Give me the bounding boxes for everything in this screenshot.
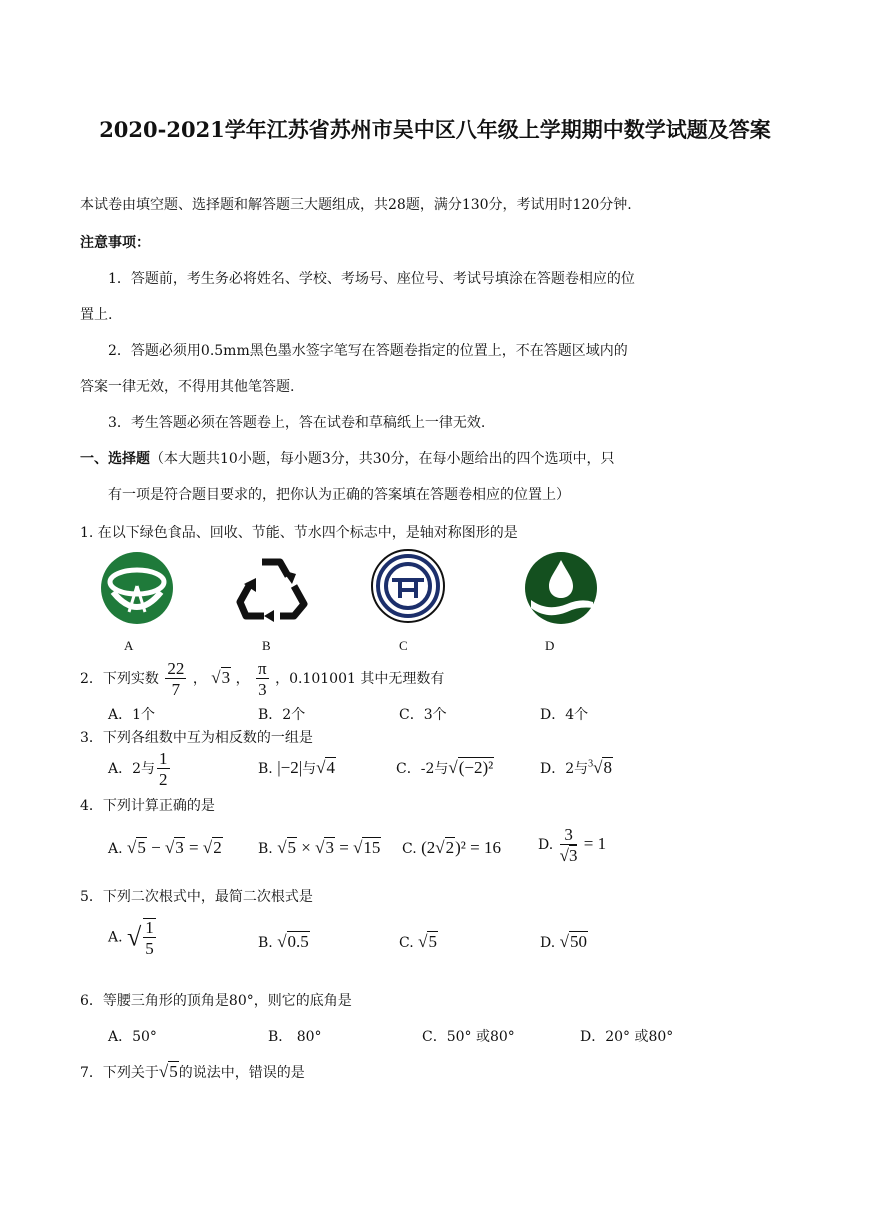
q4-option-c-label: C. xyxy=(402,841,417,857)
section-1-desc-cont: 有一项是符合题目要求的，把你认为正确的答案填在答题卷相应的位置上） xyxy=(108,487,570,503)
q4-a-root-5: √5 xyxy=(127,838,146,857)
green-food-icon xyxy=(99,550,175,626)
q2-root-3: √3 xyxy=(211,668,231,687)
q5-root-5: √5 xyxy=(418,932,437,951)
section-1-intro xyxy=(80,448,615,468)
q4-option-a-label: A. xyxy=(108,841,123,857)
q3-stem: 3．下列各组数中互为相反数的一组是 xyxy=(80,730,313,746)
q1-option-d-label: D xyxy=(545,638,555,653)
q3-root-4: √4 xyxy=(316,758,335,777)
notice-heading: 注意事项： xyxy=(80,235,150,251)
q4-c-pre: (2 xyxy=(421,838,436,857)
q4-b-root-15: √15 xyxy=(353,838,381,857)
intro-text: 本试卷由填空题、选择题和解答题三大题组成，共28题，满分130分，考试用时120分钟. xyxy=(80,197,632,213)
q4-b-root-5: √5 xyxy=(277,838,297,857)
section-1-heading: 一、选择题 xyxy=(80,451,150,467)
recycle-icon xyxy=(234,552,310,624)
q3-option-a-label: A．2与 xyxy=(108,761,156,777)
q4-a-root-2: √2 xyxy=(202,838,222,857)
q5-root-50: √50 xyxy=(559,932,587,951)
q1-option-c-label: C xyxy=(399,638,408,653)
q3-option-c xyxy=(396,758,494,778)
q4-option-b xyxy=(258,838,381,858)
q3-option-d-label: D．2与 xyxy=(540,761,589,777)
q4-a-root-3: √3 xyxy=(164,838,184,857)
q2-fraction-pi-3: $\frac{\pi}{3}$ xyxy=(258,659,267,699)
q2-fraction-22-7: $\frac{22}{7}$ xyxy=(167,659,185,699)
q5-option-a-label: A. xyxy=(108,929,123,946)
q4-a-eq: = xyxy=(184,838,203,857)
q3-option-b-label: B. xyxy=(258,761,273,777)
q4-stem: 4．下列计算正确的是 xyxy=(80,798,215,814)
q5-option-b xyxy=(258,932,310,952)
q2-stem xyxy=(80,660,444,698)
q4-option-a xyxy=(108,838,223,858)
q4-option-d xyxy=(538,826,606,864)
q1-option-b-label: B xyxy=(262,638,271,653)
q2-sep-1: ， xyxy=(192,671,207,687)
q5-option-d-label: D. xyxy=(540,935,556,951)
q7-root-5: √5 xyxy=(158,1062,178,1081)
q7-stem xyxy=(80,1062,305,1082)
q5-fraction-1-5: $\frac{1}{5}$ xyxy=(145,918,154,958)
q5-root-0-5: √0.5 xyxy=(277,932,309,951)
q5-option-d xyxy=(540,932,588,952)
q4-option-d-label: D. xyxy=(538,837,554,853)
q3-option-d xyxy=(540,758,613,778)
q6-option-b: B． 80° xyxy=(268,1029,322,1045)
q4-b-times: × xyxy=(297,838,316,857)
q4-b-eq: = xyxy=(334,838,354,857)
energy-saving-icon xyxy=(370,548,446,624)
q5-option-b-label: B. xyxy=(258,935,273,951)
q2-option-c: C．3个 xyxy=(399,707,447,723)
q3-cube-root-8: $^3$√8 xyxy=(588,758,612,777)
q3-fraction-1-2: $\frac{1}{2}$ xyxy=(159,749,168,789)
q3-option-b-mid: 与 xyxy=(302,761,317,777)
notice-item-2-cont: 答案一律无效，不得用其他笔答题. xyxy=(80,379,295,395)
q4-a-minus: − xyxy=(146,838,165,857)
q6-option-a: A．50° xyxy=(108,1029,157,1045)
q5-option-a xyxy=(108,918,158,957)
q2-sep-2: ， xyxy=(235,671,250,687)
page-title: 2020-2021学年江苏省苏州市吴中区八年级上学期期中数学试题及答案 xyxy=(99,117,771,142)
q5-option-c-label: C. xyxy=(399,935,414,951)
q2-option-d: D．4个 xyxy=(540,707,589,723)
q2-option-b: B．2个 xyxy=(258,707,306,723)
q7-prefix: 7．下列关于 xyxy=(80,1065,159,1081)
q4-b-root-3: √3 xyxy=(315,838,334,857)
q6-option-d: D．20° 或80° xyxy=(580,1029,674,1045)
q3-option-a xyxy=(108,750,172,788)
q4-option-c xyxy=(402,838,501,858)
q4-d-eq: = 1 xyxy=(579,834,607,853)
section-1-desc: （本大题共10小题，每小题3分，共30分，在每小题给出的四个选项中，只 xyxy=(150,451,615,467)
water-saving-icon xyxy=(523,550,599,626)
q1-option-a-label: A xyxy=(124,638,134,653)
notice-item-2: 2．答题必须用0.5mm黑色墨水签字笔写在答题卷指定的位置上，不在答题区域内的 xyxy=(108,343,628,359)
q4-c-root-2: √2 xyxy=(435,838,455,857)
q4-c-post: )² = 16 xyxy=(455,838,501,857)
q3-option-b xyxy=(258,758,336,778)
notice-item-1-cont: 置上. xyxy=(80,307,113,323)
q4-option-b-label: B. xyxy=(258,841,273,857)
q4-fraction-3-root3: $\frac{3}{√3}$ xyxy=(559,825,578,865)
q3-option-c-label: C．-2与 xyxy=(396,761,449,777)
q2-suffix: ，0.101001 其中无理数有 xyxy=(275,671,445,687)
notice-item-3: 3．考生答题必须在答题卷上，答在试卷和草稿纸上一律无效. xyxy=(108,415,486,431)
q3-abs-value: |−2| xyxy=(277,758,303,777)
q1-stem: 1. 在以下绿色食品、回收、节能、节水四个标志中，是轴对称图形的是 xyxy=(80,525,518,541)
q5-radical-sign: √ xyxy=(127,922,142,952)
q6-stem: 6．等腰三角形的顶角是80°，则它的底角是 xyxy=(80,993,352,1009)
notice-item-1: 1．答题前，考生务必将姓名、学校、考场号、座位号、考试号填涂在答题卷相应的位 xyxy=(108,271,635,287)
q6-option-c: C．50° 或80° xyxy=(422,1029,515,1045)
q2-prefix: 2．下列实数 xyxy=(80,671,159,687)
q7-suffix: 的说法中，错误的是 xyxy=(178,1065,305,1081)
q2-option-a: A．1个 xyxy=(108,707,156,723)
q5-stem: 5．下列二次根式中，最简二次根式是 xyxy=(80,889,313,905)
q3-root-neg2-squared: √(−2)² xyxy=(448,758,494,777)
q5-option-c xyxy=(399,932,438,952)
